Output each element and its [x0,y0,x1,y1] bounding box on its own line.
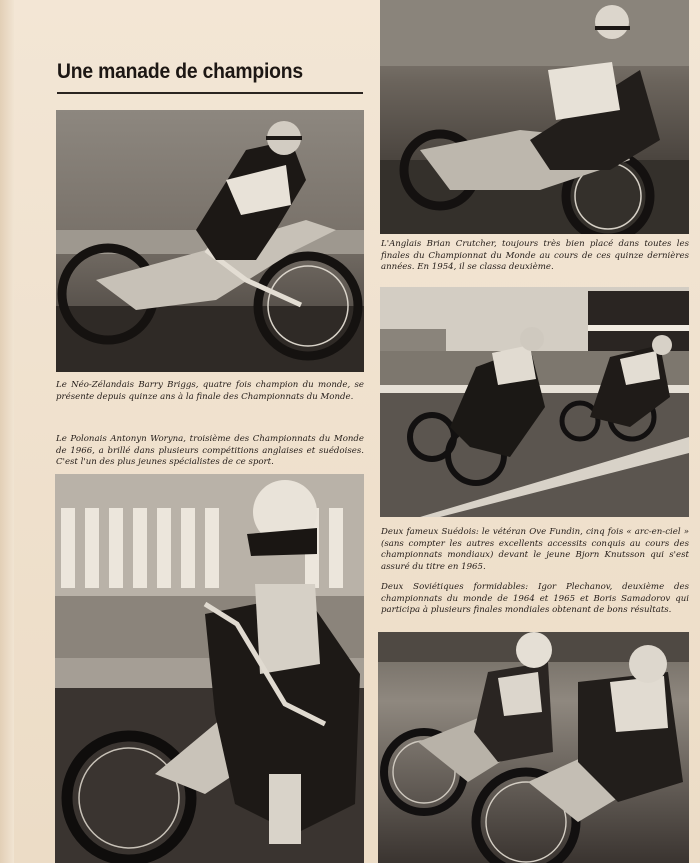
page-edge [0,0,14,863]
title-rule [57,92,363,94]
caption-barry-briggs: Le Néo-Zélandais Barry Briggs, quatre fois champion du monde, se présente depuis quinze ans à la finale des Championnats du Monde. [56,380,364,402]
caption-soviet-riders: Deux Soviétiques formidables: Igor Plechanov, deuxième des championnats du monde de 1964 et 1965 et Boris Samadorov qui participa à plusieurs finales mondiales obtenant de bons résultats. [381,582,689,616]
photo-brian-crutcher [380,0,689,234]
caption-swedish-riders: Deux fameux Suédois: le vétéran Ove Fundin, cinq fois « arc-en-ciel » (sans compter les autres excellents accessits conquis au cours des championnats mondiaux) devant le jeune Bjorn Knutsson qui s'est assuré du titre en 1965. [381,527,689,572]
photo-soviet-riders [378,632,689,863]
photo-barry-briggs [56,110,364,372]
caption-brian-crutcher: L'Anglais Brian Crutcher, toujours très bien placé dans toutes les finales du Championnat du Monde au cours de ces quinze dernières années. En 1954, il se classa deuxième. [381,239,689,273]
article-title: Une manade de champions [57,60,303,83]
caption-antonyn-woryna: Le Polonais Antonyn Woryna, troisième des Championnats du Monde de 1966, a brillé dans plusieurs compétitions anglaises et suédoises. C'est l'un des plus jeunes spécialistes de ce sport. [56,434,364,468]
photo-swedish-riders [380,287,689,517]
photo-antonyn-woryna [55,474,364,863]
